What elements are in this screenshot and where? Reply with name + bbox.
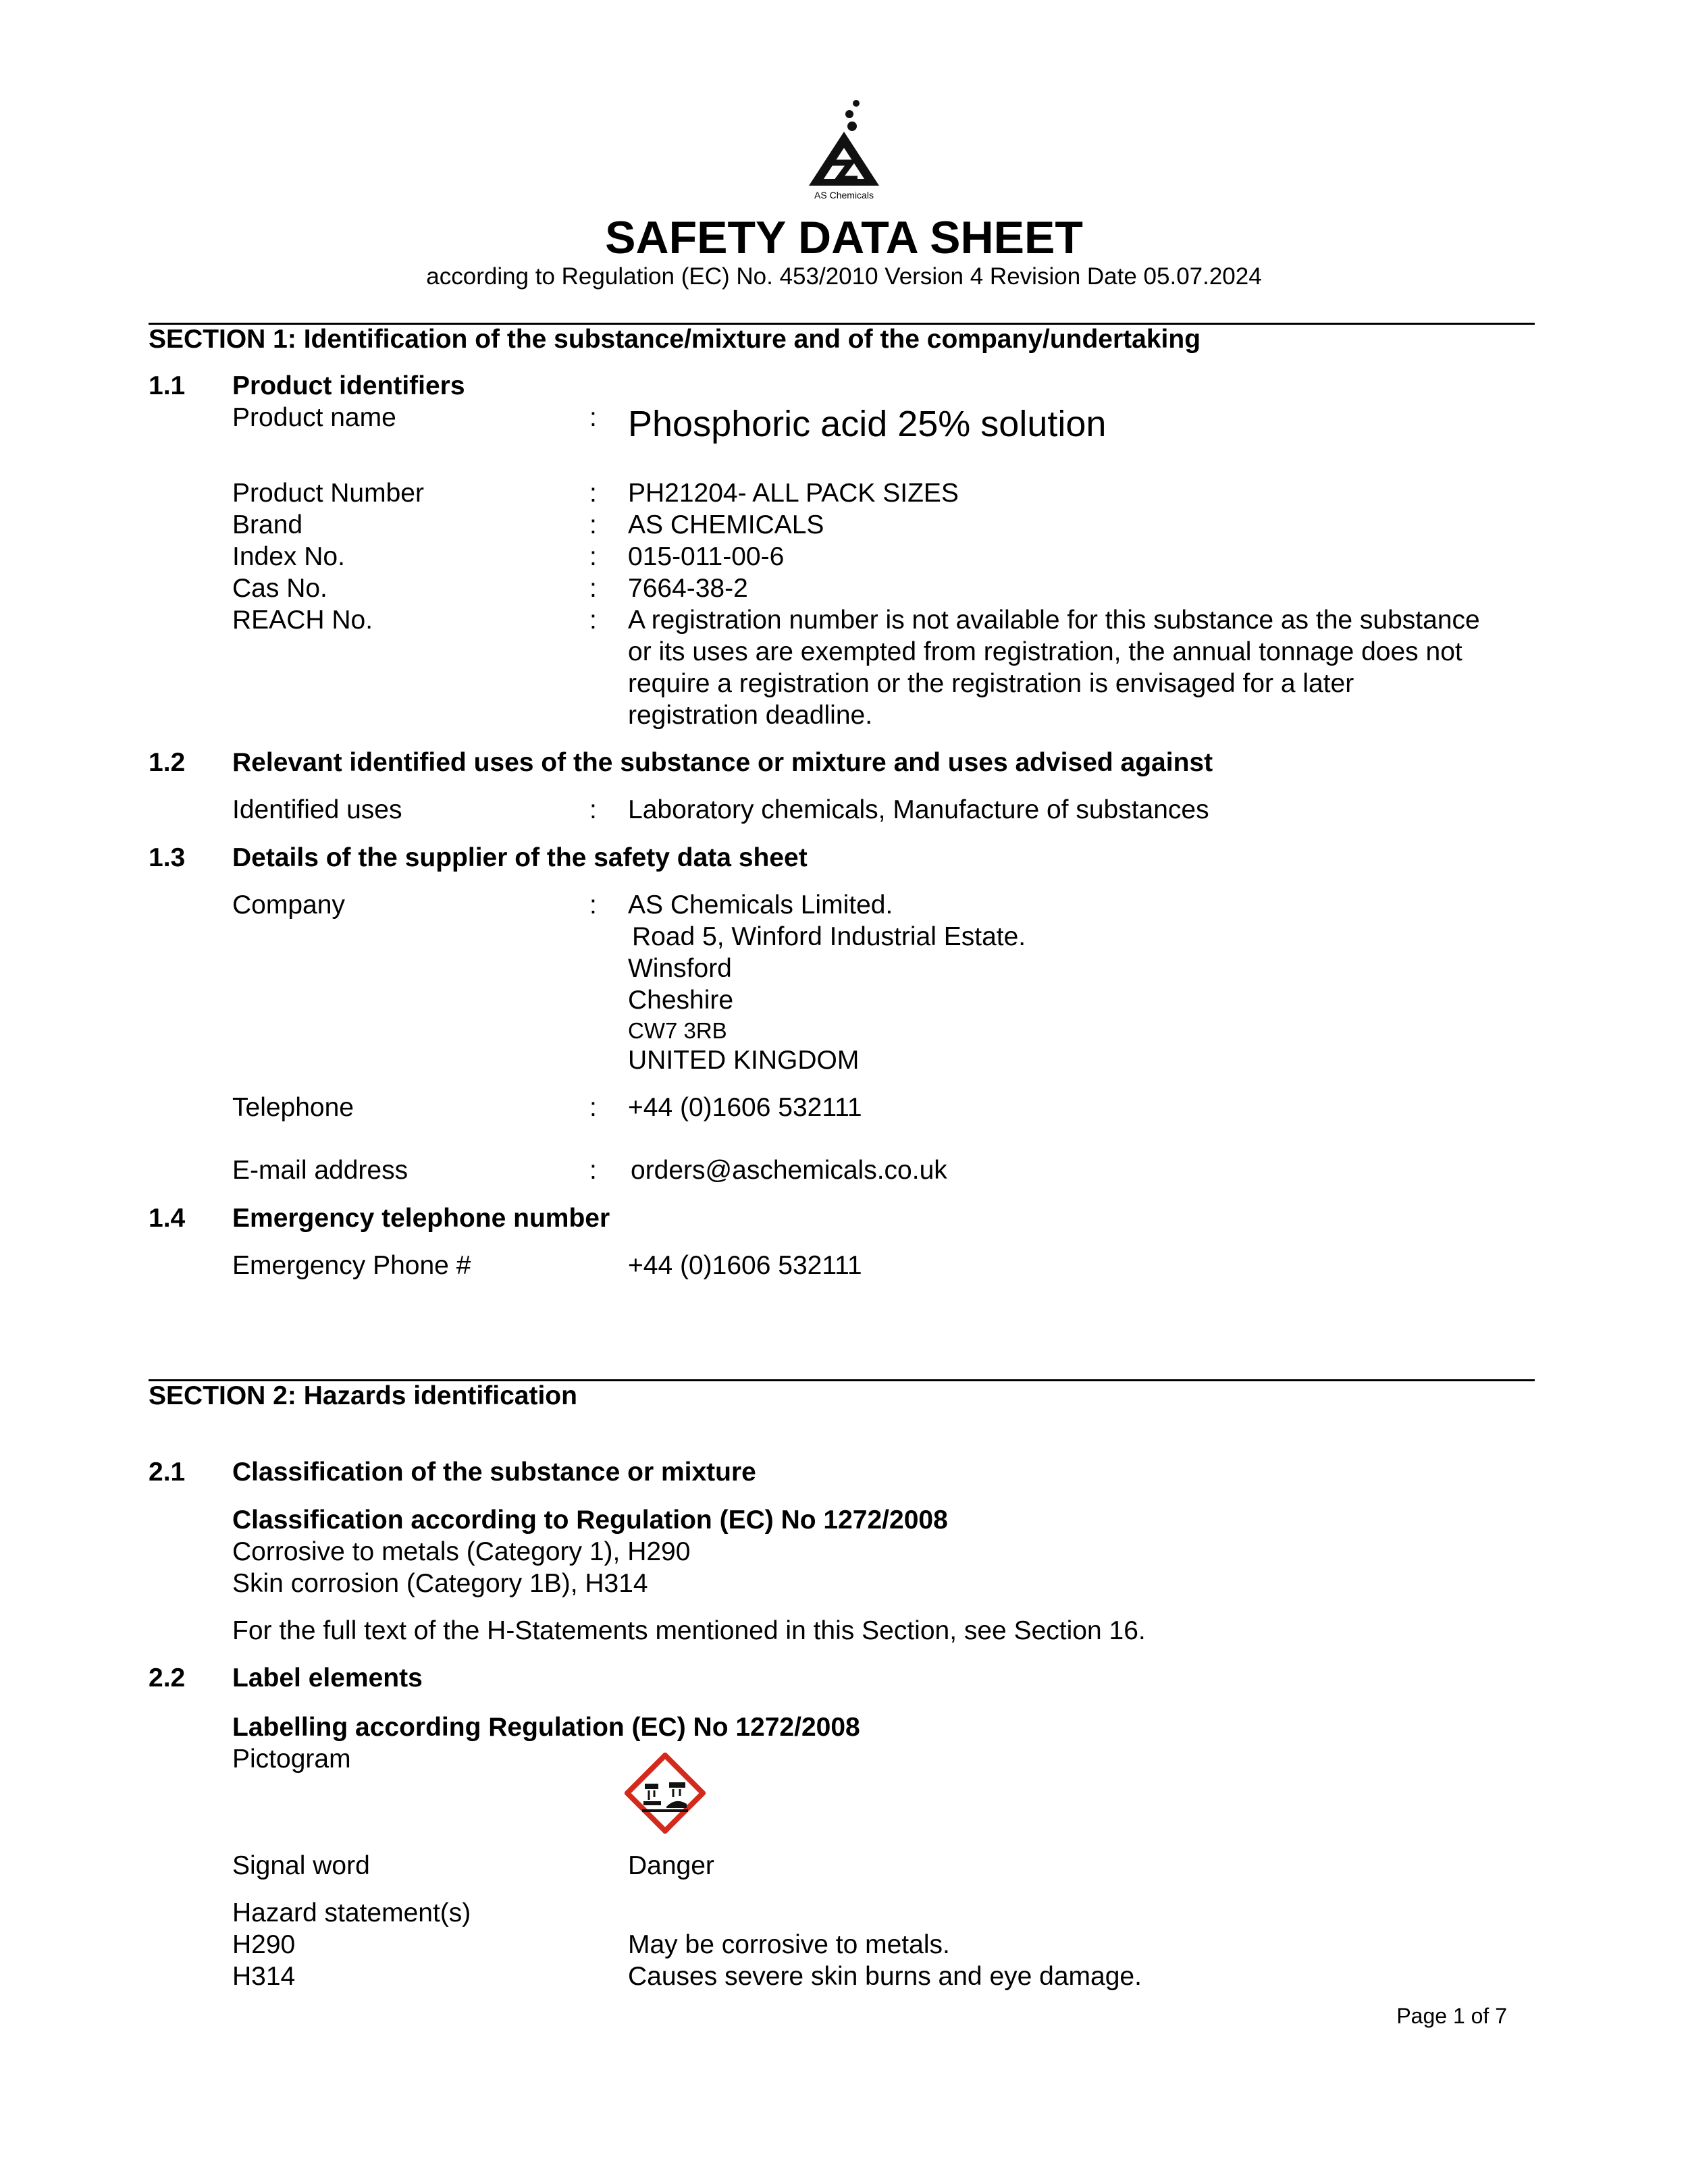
- emergency-value: +44 (0)1606 532111: [628, 1251, 862, 1280]
- s1-3-num: 1.3: [149, 843, 186, 872]
- classification-line: Corrosive to metals (Category 1), H290: [232, 1537, 691, 1566]
- s2-2-num: 2.2: [149, 1663, 186, 1693]
- hazard-code: H314: [232, 1962, 296, 1991]
- colon: :: [589, 542, 597, 571]
- section2-heading: SECTION 2: Hazards identification: [149, 1381, 577, 1410]
- company-line: Road 5, Winford Industrial Estate.: [632, 922, 1026, 951]
- s1-4-title: Emergency telephone number: [232, 1204, 610, 1233]
- reach-line: registration deadline.: [628, 701, 873, 730]
- colon: :: [589, 1156, 597, 1185]
- hazard-code: H290: [232, 1930, 296, 1959]
- telephone-label: Telephone: [232, 1093, 354, 1122]
- s1-3-title: Details of the supplier of the safety data sheet: [232, 843, 808, 872]
- colon: :: [589, 795, 597, 824]
- s1-1-num: 1.1: [149, 371, 186, 400]
- brand-label: Brand: [232, 510, 303, 539]
- cas-label: Cas No.: [232, 574, 327, 603]
- hazard-text: Causes severe skin burns and eye damage.: [628, 1962, 1142, 1991]
- index-label: Index No.: [232, 542, 345, 571]
- s1-1-title: Product identifiers: [232, 371, 465, 400]
- product-name-value: Phosphoric acid 25% solution: [628, 404, 1107, 444]
- reach-line: or its uses are exempted from registration, the annual tonnage does not: [628, 637, 1462, 666]
- brand-value: AS CHEMICALS: [628, 510, 824, 539]
- product-number-value: PH21204- ALL PACK SIZES: [628, 479, 959, 508]
- company-line: Cheshire: [628, 986, 734, 1015]
- company-line: CW7 3RB: [628, 1018, 727, 1043]
- s1-4-num: 1.4: [149, 1204, 186, 1233]
- reach-line: A registration number is not available for this substance as the substance: [628, 606, 1480, 635]
- page-number: Page 1 of 7: [1396, 2004, 1507, 2028]
- signal-word-label: Signal word: [232, 1851, 370, 1880]
- as-chemicals-logo-icon: [803, 98, 885, 189]
- page-title: SAFETY DATA SHEET: [605, 212, 1083, 263]
- company-line: AS Chemicals Limited.: [628, 890, 893, 920]
- page-subtitle: according to Regulation (EC) No. 453/2010 Version 4 Revision Date 05.07.2024: [426, 263, 1262, 290]
- colon: :: [589, 510, 597, 539]
- s2-1-title: Classification of the substance or mixture: [232, 1458, 756, 1487]
- classification-line: Skin corrosion (Category 1B), H314: [232, 1569, 648, 1598]
- logo-caption: AS Chemicals: [814, 190, 874, 201]
- telephone-value: +44 (0)1606 532111: [628, 1093, 862, 1122]
- cas-value: 7664-38-2: [628, 574, 748, 603]
- section1-heading: SECTION 1: Identification of the substance/mixture and of the company/undertaking: [149, 325, 1201, 354]
- s2-1-subtitle: Classification according to Regulation (EC) No 1272/2008: [232, 1506, 948, 1535]
- product-name-label: Product name: [232, 403, 396, 432]
- colon: :: [589, 606, 597, 635]
- corrosion-pictogram: [625, 1753, 706, 1834]
- s1-2-num: 1.2: [149, 748, 186, 777]
- index-value: 015-011-00-6: [628, 542, 785, 571]
- reach-line: require a registration or the registration is envisaged for a later: [628, 669, 1354, 698]
- s1-2-title: Relevant identified uses of the substance or mixture and uses advised against: [232, 748, 1213, 777]
- corrosion-icon: [625, 1753, 706, 1834]
- s2-2-subtitle: Labelling according Regulation (EC) No 1272/2008: [232, 1713, 860, 1742]
- identified-uses-value: Laboratory chemicals, Manufacture of substances: [628, 795, 1209, 824]
- company-line: UNITED KINGDOM: [628, 1046, 860, 1075]
- colon: :: [589, 1093, 597, 1122]
- classification-note: For the full text of the H-Statements mentioned in this Section, see Section 16.: [232, 1616, 1146, 1645]
- colon: :: [589, 403, 597, 432]
- company-line: Winsford: [628, 954, 732, 983]
- email-label: E-mail address: [232, 1156, 408, 1185]
- email-link[interactable]: orders@aschemicals.co.uk: [631, 1156, 947, 1185]
- reach-label: REACH No.: [232, 606, 373, 635]
- s2-2-title: Label elements: [232, 1663, 423, 1693]
- colon: :: [589, 890, 597, 920]
- product-number-label: Product Number: [232, 479, 424, 508]
- pictogram-label: Pictogram: [232, 1744, 351, 1774]
- emergency-label: Emergency Phone #: [232, 1251, 471, 1280]
- colon: :: [589, 479, 597, 508]
- company-label: Company: [232, 890, 345, 920]
- s2-1-num: 2.1: [149, 1458, 186, 1487]
- hazard-statements-heading: Hazard statement(s): [232, 1898, 471, 1927]
- signal-word-value: Danger: [628, 1851, 714, 1880]
- identified-uses-label: Identified uses: [232, 795, 402, 824]
- hazard-text: May be corrosive to metals.: [628, 1930, 950, 1959]
- logo: [803, 98, 885, 206]
- colon: :: [589, 574, 597, 603]
